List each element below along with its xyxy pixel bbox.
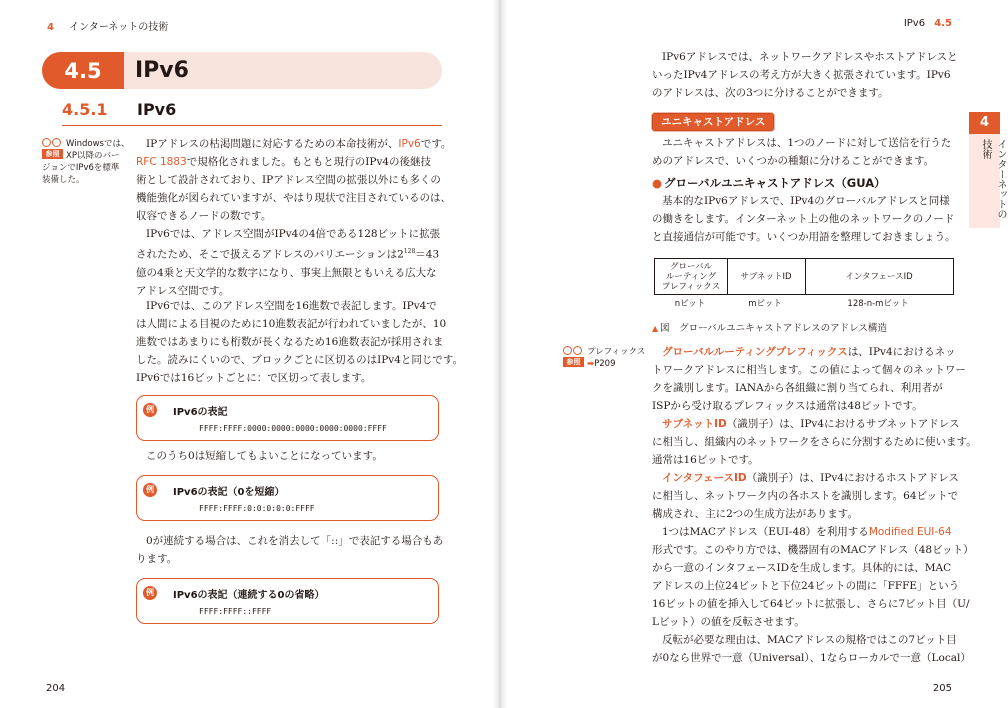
gua-structure-row <box>654 258 954 295</box>
last-paragraph: 反転が必要な理由は、MACアドレスの規格ではこの7ビット目 が0なら世界で一意（Universal）、1ならローカルで一意（Local） <box>652 634 971 664</box>
reference-icon: 参照 <box>563 346 584 368</box>
prefix-paragraph: グローバルルーティングプレフィックスは、IPv4におけるネッ トワークアドレスに相当します。この値によって個々のネットワー クを識別します。IANAから各組織に割り当てられ、利用者が ISPから受け取るプレフィックスは通常は48ビットです。 <box>652 346 966 412</box>
side-tab-number: 4 <box>969 112 1000 134</box>
cell-interface-id: インタフェースID <box>845 271 913 282</box>
gua-structure-table <box>654 258 954 311</box>
subnet-paragraph: サブネットID（識別子）は、IPv4におけるサブネットアドレス に相当し、組織内のネットワークをさらに分割するために使います。 通常は16ビットです。 <box>652 418 977 466</box>
caption-triangle-icon: ▲ <box>652 324 659 333</box>
side-note-line: ジョンでIPv6を標準 <box>42 163 120 173</box>
bullet-dot-icon: ● <box>652 176 663 190</box>
bits-m: mビット <box>748 299 782 309</box>
running-head-section-title: IPv6 <box>903 18 926 29</box>
eui64-paragraph: 1つはMACアドレス（EUI-48）を利用するModified EUI-64 形式です。このやり方では、機器固有のMACアドレス（48ビット） から一意のインタフェースIDを生成します。具体的には、MAC アドレスの上位24ビットと下位24ビットの間に「FFFE」という 16ビットの値を挿入して64ビットに拡張し、さらに7ビット目（U/ Lビット）の値を反転させます。 <box>652 526 974 628</box>
running-head-right <box>904 18 952 29</box>
example-code: FFFF:FFFF:0000:0000:0000:0000:0000:FFFF <box>199 424 387 433</box>
cell-subnet-id: サブネットID <box>727 259 806 294</box>
example-title: IPv6の表記 <box>173 407 228 418</box>
body-paragraph-1: IPアドレスの枯渇問題に対応するための本命技術が、IPv6です。 RFC 1883で規格化されました。もともと現行のIPv4の後継技 術として設計されており、IPアドレス空間の拡張以外にも多くの 機能強化が図られていますが、やはり現状で注目されているのは、 収容できるノードの数です。 <box>136 138 452 222</box>
body-text-between-1: このうち0は短縮してもよいことになっています。 <box>146 450 383 462</box>
running-head-chapter-number: 4 <box>47 22 54 33</box>
term-ipv6: IPv6 <box>398 138 421 150</box>
interface-paragraph: インタフェースID（識別子）は、IPv4におけるホストアドレス に相当し、ネットワーク内の各ホストを識別します。64ビットで 構成され、主に2つの生成方法があります。 <box>652 472 959 520</box>
chapter-banner-title: IPv6 <box>135 58 189 83</box>
subheading-gua: ● グローバルユニキャストアドレス（GUA） <box>652 176 886 190</box>
example-code: FFFF:FFFF:0:0:0:0:0:FFFF <box>199 504 315 513</box>
reference-icon: 参照 <box>42 138 63 160</box>
side-note-line: Windowsでは、 <box>66 139 130 149</box>
body-paragraph-4: 0が連続する場合は、これを消去して「::」で表記する場合もあ ります。 <box>136 535 444 565</box>
heading-unicast-address: ユニキャストアドレス <box>652 113 774 131</box>
example-code: FFFF:FFFF::FFFF <box>199 607 272 616</box>
term-subnet-id: サブネットID <box>662 418 727 430</box>
side-note-line: 装備した。 <box>42 175 85 185</box>
page-number-left: 204 <box>46 683 66 694</box>
section-rule <box>62 125 442 126</box>
chapter-banner <box>42 52 442 89</box>
example-badge: 例 <box>143 403 157 417</box>
body-paragraph-2: IPv6では、アドレス空間がIPv4の4倍である128ビットに拡張 されたため、そこで扱えるアドレスのバリエーションは$2^{128}=43$ 億の4乗と天文学的な数字になり、事実上無限ともいえる広大な アドレス空間です。 <box>136 228 441 297</box>
arrow-right-icon: ➡ <box>587 359 595 369</box>
unicast-paragraph: ユニキャストアドレスは、1つのノードに対して送信を行うた めのアドレスで、いくつかの種類に分けることができます。 <box>652 137 952 167</box>
side-note-prefix <box>563 346 651 370</box>
term-modified-eui64: Modified EUI-64 <box>868 526 952 538</box>
cell-global-routing-prefix: グローバル ルーティング プレフィックス <box>655 259 728 294</box>
side-tab-label: インターネットの技術 <box>980 139 1006 219</box>
page-reference-link[interactable]: ➡P209 <box>587 359 616 369</box>
intro-paragraph: IPv6アドレスでは、ネットワークアドレスやホストアドレスと いったIPv4アドレスの考え方が大きく拡張されています。IPv6 のアドレスは、次の3つに分けることができます。 <box>652 51 958 99</box>
book-gutter <box>493 0 507 708</box>
chapter-side-tab <box>969 112 1006 228</box>
section-number: 4.5.1 <box>62 100 108 119</box>
gua-paragraph: 基本的なIPv6アドレスで、IPv4のグローバルアドレスと同様 の働きをします。インターネット上の他のネットワークのノード と直接通信が可能です。いくつか用語を整理しておきましょう。 <box>652 195 956 243</box>
example-badge: 例 <box>143 483 157 497</box>
term-rfc1883: RFC 1883 <box>136 156 187 168</box>
figure-caption: ▲ 図 グローバルユニキャストアドレスのアドレス構造 <box>652 323 887 334</box>
running-head-chapter-title: インターネットの技術 <box>69 22 169 33</box>
chapter-banner-number: 4.5 <box>42 52 124 89</box>
side-note-windows <box>42 138 130 190</box>
gua-structure-bits <box>654 295 954 311</box>
section-title: IPv6 <box>137 100 177 119</box>
example-box-ipv6-notation <box>136 395 439 441</box>
bits-rest: 128-n-mビット <box>847 299 909 309</box>
running-head-section-number: 4.5 <box>934 18 952 29</box>
side-note-line: XP以降のバー <box>66 151 120 161</box>
example-badge: 例 <box>143 586 157 600</box>
term-interface-id: インタフェースID <box>662 472 747 484</box>
body-paragraph-3: IPv6では、このアドレス空間を16進数で表記します。IPv4で は人間による目視のために10進数表記が行われていましたが、10 進数ではあまりにも桁数が長くなるため16進数表記が採用されま した。読みにくいので、ブロックごとに区切るのはIPv4と同じです。 IPv6では16ビットごとに：で区切って表します。 <box>136 300 464 384</box>
side-note-line: プレフィックス <box>587 347 646 357</box>
example-box-zero-shortened <box>136 475 439 521</box>
section-heading <box>62 100 442 126</box>
page-number-right: 205 <box>932 683 952 694</box>
right-page <box>503 0 1006 708</box>
bits-n: nビット <box>674 299 706 309</box>
term-global-routing-prefix: グローバルルーティングプレフィックス <box>662 346 848 358</box>
left-page <box>0 0 497 708</box>
example-box-consecutive-zero <box>136 578 439 624</box>
example-title: IPv6の表記（0を短縮） <box>173 487 285 498</box>
running-head-left <box>47 18 168 33</box>
example-title: IPv6の表記（連続する0の省略） <box>173 590 325 601</box>
